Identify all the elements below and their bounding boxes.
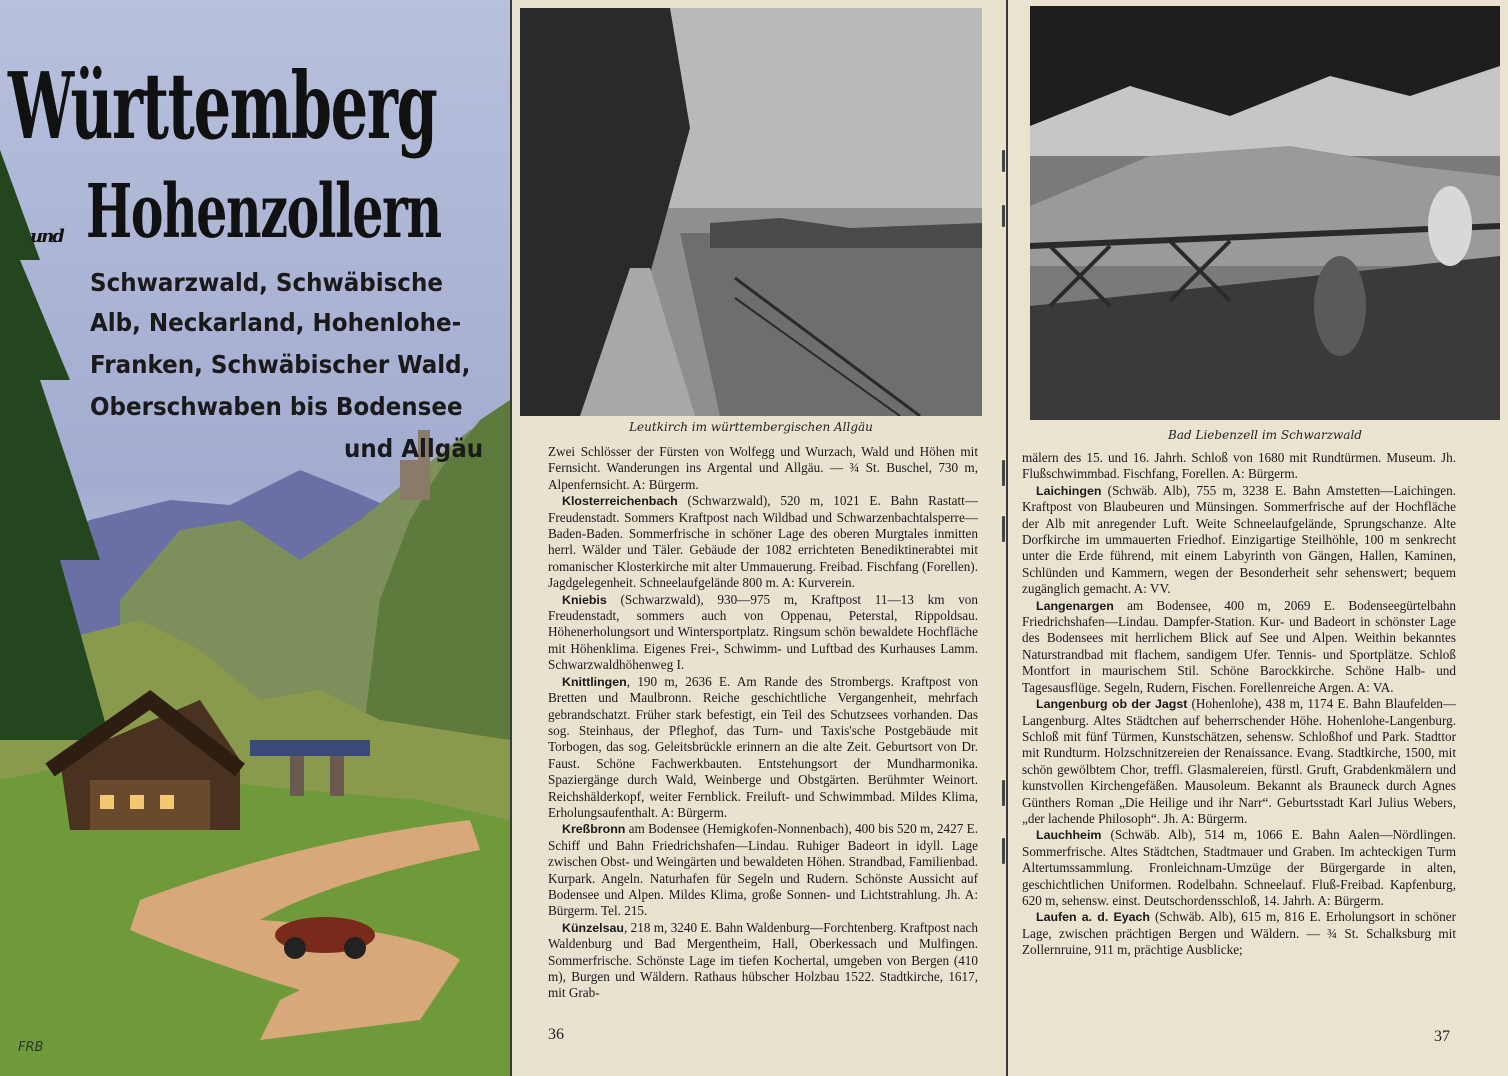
photo-leutkirch bbox=[520, 8, 982, 416]
cover-title-wuerttemberg: Württemberg bbox=[8, 52, 437, 160]
entry-name: Langenargen bbox=[1036, 598, 1114, 613]
cover-title-hohenzollern: Hohenzollern bbox=[86, 169, 441, 255]
entry-name: Knittlingen bbox=[562, 674, 627, 689]
binding-staple bbox=[1002, 780, 1005, 806]
page-number: 37 bbox=[1434, 1028, 1450, 1045]
entry-name: Kniebis bbox=[562, 592, 607, 607]
binding-staple bbox=[1002, 516, 1005, 542]
entry-paragraph: Langenargen am Bodensee, 400 m, 2069 E. Bodenseegürtelbahn Friedrichshafen—Lindau. Dampfer-Station. Kur- und Badeort in schönster Lage des Bodensees mit herrlichem Blick auf See und Alpen. Weithin bekanntes Naturstrandbad mit flachem, sandigem Ufer. Tennis- und Sportplätze. Schloß Montfort in maurischem Stil. Schöne Barockkirche. Schöne Halb- und Tagesausflüge. Segeln, Rudern, Fischen. Forellenreiche Argen. A: VA. bbox=[1022, 597, 1456, 695]
cover-artist-signature: FRB bbox=[18, 1040, 44, 1055]
entry-paragraph: Laufen a. d. Eyach (Schwäb. Alb), 615 m, 816 E. Erholungsort in schöner Lage, zwischen prächtigen Bergen und Wäldern. — ¾ St. Schalksburg mit Zollernruine, 911 m, prächtige Ausblicke; bbox=[1022, 909, 1456, 958]
entry-paragraph: Kniebis (Schwarzwald), 930—975 m, Kraftpost 11—13 km von Freudenstadt, sommers auch von Oppenau, Peterstal, Rippoldsau. Höhenerholungsort und Wintersportplatz. Ringsum schön bewaldete Hochfläche mit Höhenklima. Eigenes Frei-, Schwimm- und Luftbad des Kurhauses Lamm. Schwarzwaldhöhenweg I. bbox=[548, 591, 978, 673]
entry-paragraph: Knittlingen, 190 m, 2636 E. Am Rande des Strombergs. Kraftpost von Bretten und Maulbronn. Reiche geschichtliche Vergangenheit, mehrfach gebrandschatzt. Früher stark befestigt, ein Teil des Schutzsees vorhanden. Das sog. Steinhaus, der Pfleghof, das Turn- und Taxis'sche Postgebäude mit Torbogen, das sog. Geleitsbrückle erinnern an die alte Zeit. Geburtsort von Dr. Faust. Schöne Fachwerkbauten. Entstehungsort der Mundharmonika. Spaziergänge durch Wald, Weinberge und Obstgärten. Berühmter Weinort. Reichshälderkopf, weiter Fernblick. Freiluft- und Schwimmbad. Mildes Klima, Erholungsaufenthalt. A: Bürgerm. bbox=[548, 673, 978, 820]
binding-staple bbox=[1002, 205, 1005, 227]
entry-paragraph: Zwei Schlösser der Fürsten von Wolfegg und Wurzach, Wald und Höhen mit Fernsicht. Wanderungen ins Argental und Allgäu. — ¾ St. Buschel, 730 m, Alpenfernsicht. A: Bürgerm. bbox=[548, 444, 978, 492]
cover-title-und: und bbox=[30, 226, 63, 247]
entry-name: Langenburg ob der Jagst bbox=[1036, 697, 1188, 712]
entry-paragraph: Laichingen (Schwäb. Alb), 755 m, 3238 E. Bahn Amstetten—Laichingen. Kraftpost von Blaubeuren und Münsingen. Sommerfrische auf der Hochfläche der Alb mit anregender Luft. Weite Schneelaufgelände, Sprungschanze. Alte Dorfkirche im ummauerten Friedhof. Einzigartige Steilhöhle, 100 m senkrecht unter die Erde führend, mit einem Labyrinth von Gängen, Hallen, Kaminen, Schlünden und Kammern, wegen der Besonderheit sehr sehenswert; bequem zugänglich gemacht. A: VV. bbox=[1022, 482, 1456, 597]
entry-paragraph: Lauchheim (Schwäb. Alb), 514 m, 1066 E. Bahn Aalen—Nördlingen. Sommerfrische. Altes Städtchen, Stadtmauer und Graben. Im achteckigen Turm Altertumssammlung. Fronleichnam-Umzüge der Bürgergarde in alten, geschichtlichen Uniformen. Rodelbahn. Schneelauf. Fluß-Freibad. Kapfenburg, 620 m, sehensw. einst. Deutschordensschloß, 14. Jahrh. A: Bürgerm. bbox=[1022, 827, 1456, 908]
cover-subtitle-line: Schwarzwald, Schwäbische bbox=[90, 268, 443, 297]
entry-name: Laufen a. d. Eyach bbox=[1036, 910, 1150, 925]
photo-caption-bad-liebenzell: Bad Liebenzell im Schwarzwald bbox=[1168, 428, 1362, 442]
page-37-body-text bbox=[1022, 450, 1456, 959]
cover-subtitle-line: Franken, Schwäbischer Wald, bbox=[90, 350, 471, 379]
binding-staple bbox=[1002, 150, 1005, 172]
brochure-cover bbox=[0, 0, 510, 1076]
photo-caption-leutkirch: Leutkirch im württembergischen Allgäu bbox=[629, 420, 873, 434]
entry-paragraph: Kreßbronn am Bodensee (Hemigkofen-Nonnenbach), 400 bis 520 m, 2427 E. Schiff und Bahn Friedrichshafen—Lindau. Ruhiger Badeort in idyll. Lage zwischen Obst- und Weingärten und bewaldeten Höhen. Strandbad, Familienbad. Kurpark. Angeln. Naturhafen für Segeln und Rudern. Schönste Aussicht auf Bodensee und Alpen. Mildes Klima, große Sonnen- und Lichtstrahlung. Jh. A: Bürgerm. Tel. 215. bbox=[548, 821, 978, 919]
page-number: 36 bbox=[548, 1026, 564, 1043]
binding-staple bbox=[1002, 460, 1005, 486]
entry-name: Klosterreichenbach bbox=[562, 494, 678, 509]
entry-name: Lauchheim bbox=[1036, 828, 1102, 843]
cover-subtitle-line: und Allgäu bbox=[344, 434, 484, 463]
entry-name: Kreßbronn bbox=[562, 822, 626, 837]
entry-paragraph: Langenburg ob der Jagst (Hohenlohe), 438 m, 1174 E. Bahn Blaufelden—Langenburg. Altes Städtchen auf beherrschender Höhe. Hohenlohe-Langenburg. Schloß mit fünf Türmen, Kunstschätzen, sehensw. Schloßhof und Park. Stadttor mit Rundturm. Holzschnitzereien der Renaissance. Evang. Stadtkirche, 1500, mit schön gewölbtem Chor, treffl. Glasmalereien, fürstl. Gruft, Grabdenkmälern und kunstvollen Kirchengefäßen. Mausoleum. Bekannt als Brauneck durch Agnes Günthers Roman „Die Heilige und ihr Narr“. Geburtsstadt Karl Julius Webers, „der lachende Philosoph“. Jh. A: Bürgerm. bbox=[1022, 696, 1456, 826]
page-36 bbox=[512, 0, 1006, 1076]
entry-name: Künzelsau bbox=[562, 920, 624, 935]
entry-paragraph: Klosterreichenbach (Schwarzwald), 520 m, 1021 E. Bahn Rastatt—Freudenstadt. Sommers Kraftpost nach Wildbad und Schwarzenbachtalsperre—Baden-Baden. Sommerfrische in schöner Lage des oberen Murgtales inmitten herrl. Wälder und Täler. Gebäude der 1082 errichteten Benediktinerabtei mit romanischer Klosterkirche mit alter Ummauerung. Freibad. Fischfang (Forellen). Jagdgelegenheit. Schneelaufgelände 800 m. A: Kurverein. bbox=[548, 493, 978, 591]
entry-paragraph: mälern des 15. und 16. Jahrh. Schloß von 1680 mit Rundtürmen. Museum. Jh. Flußschwimmbad. Fischfang, Forellen. A: Bürgerm. bbox=[1022, 450, 1456, 482]
page-36-body-text bbox=[548, 444, 978, 1002]
entry-paragraph: Künzelsau, 218 m, 3240 E. Bahn Waldenburg—Forchtenberg. Kraftpost nach Waldenburg und Bad Mergentheim, Hall, Oberkessach und Mulfingen. Sommerfrische. Schönste Lage im tiefen Kochertal, umgeben von Bergen (410 m), Burgen und Wäldern. Rathaus hübscher Holzbau 1522. Stadtkirche, 1617, mit Grab- bbox=[548, 919, 978, 1001]
cover-subtitle-line: Alb, Neckarland, Hohenlohe- bbox=[90, 308, 462, 337]
cover-subtitle-line: Oberschwaben bis Bodensee bbox=[90, 392, 463, 421]
cover-illustration bbox=[0, 0, 510, 1076]
photo-bad-liebenzell bbox=[1030, 6, 1500, 420]
binding-staple bbox=[1002, 838, 1005, 864]
entry-name: Laichingen bbox=[1036, 483, 1102, 498]
page-37 bbox=[1008, 0, 1508, 1076]
